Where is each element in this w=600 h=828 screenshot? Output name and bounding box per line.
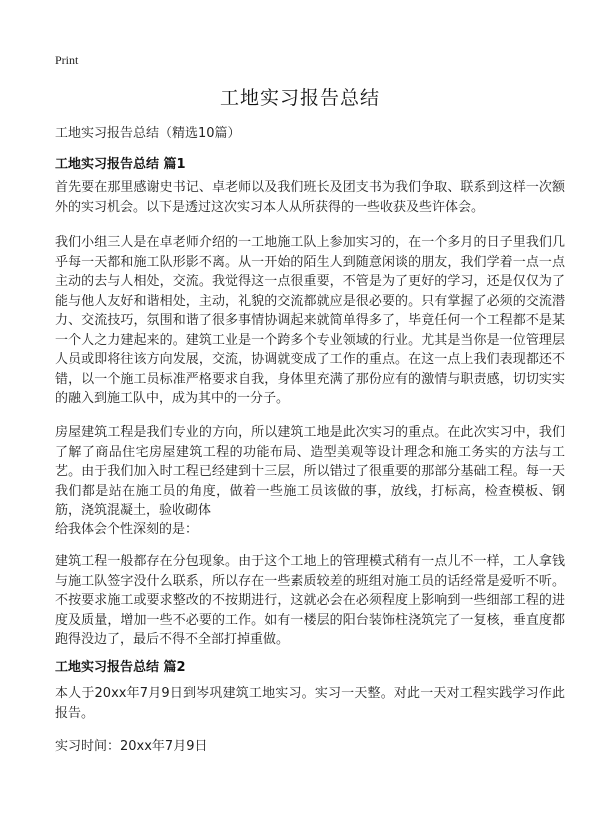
print-label[interactable]: Print bbox=[55, 53, 79, 67]
section-heading-2: 工地实习报告总结 篇2 bbox=[55, 660, 186, 675]
paragraph-1-3: 房屋建筑工程是我们专业的方向，所以建筑工地是此次实习的重点。在此次实习中，我们了解了商品住宅房屋建筑工程的功能布局、造型美观等设计理念和施工务实的方法与工艺。由于我们加入时工程已经建到十三层，所以错过了很重要的那部分基础工程。每一天我们都是站在施工员的角度，做着一些施工员该做的事，放线，打标高，检查模板、钢筋，浇筑混凝土，验收砌体 bbox=[55, 425, 565, 518]
paragraph-1-4: 给我体会个性深刻的是： bbox=[55, 522, 199, 537]
paragraph-1-1: 首先要在那里感谢史书记、卓老师以及我们班长及团支书为我们争取、联系到这样一次额外的实习机会。以下是透过这次实习本人从所获得的一些收获及些许体会。 bbox=[55, 180, 565, 215]
document-title: 工地实习报告总结 bbox=[219, 87, 380, 109]
paragraph-2-2: 实习时间：20xx年7月9日 bbox=[55, 739, 208, 754]
paragraph-1-5: 建筑工程一般都存在分包现象。由于这个工地上的管理模式稍有一点儿不一样，工人拿钱与施工队签字没什么联系，所以存在一些素质较差的班组对施工员的话经常是爱听不听。不按要求施工或要求整改的不按期进行，这就必会在必须程度上影响到一些细部工程的进度及质量，增加一些不必要的工作。如有一楼层的阳台装饰柱浇筑完了一复核，垂直度都跑得没边了，最后不得不全部打掉重做。 bbox=[55, 554, 565, 647]
document-subtitle: 工地实习报告总结（精选10篇） bbox=[55, 126, 241, 141]
paragraph-1-2: 我们小组三人是在卓老师介绍的一工地施工队上参加实习的，在一个多月的日子里我们几乎每一天都和施工队形影不离。从一开始的陌生人到随意闲谈的朋友，我们学着一点一点主动的去与人相处，交流。我觉得这一点很重要，不管是为了更好的学习，还是仅仅为了能与他人友好和谐相处，主动，礼貌的交流都就应是很必要的。只有掌握了必须的交流潜力、交流技巧，氛围和谐了很多事情协调起来就简单得多了，毕竟任何一个工程都不是某一个人之力建起来的。建筑工业是一个跨多个专业领域的行业。尤其是当你是一位管理层人员或即将往该方向发展，交流，协调就变成了工作的重点。在这一点上我们表现都还不错，以一个施工员标准严格要求自我，身体里充满了那份应有的激情与职责感，切切实实的融入到施工队中，成为其中的一分子。 bbox=[55, 235, 565, 406]
section-heading-1: 工地实习报告总结 篇1 bbox=[55, 157, 186, 172]
paragraph-2-1: 本人于20xx年7月9日到岑巩建筑工地实习。实习一天整。对此一天对工程实践学习作此报告。 bbox=[55, 686, 565, 721]
